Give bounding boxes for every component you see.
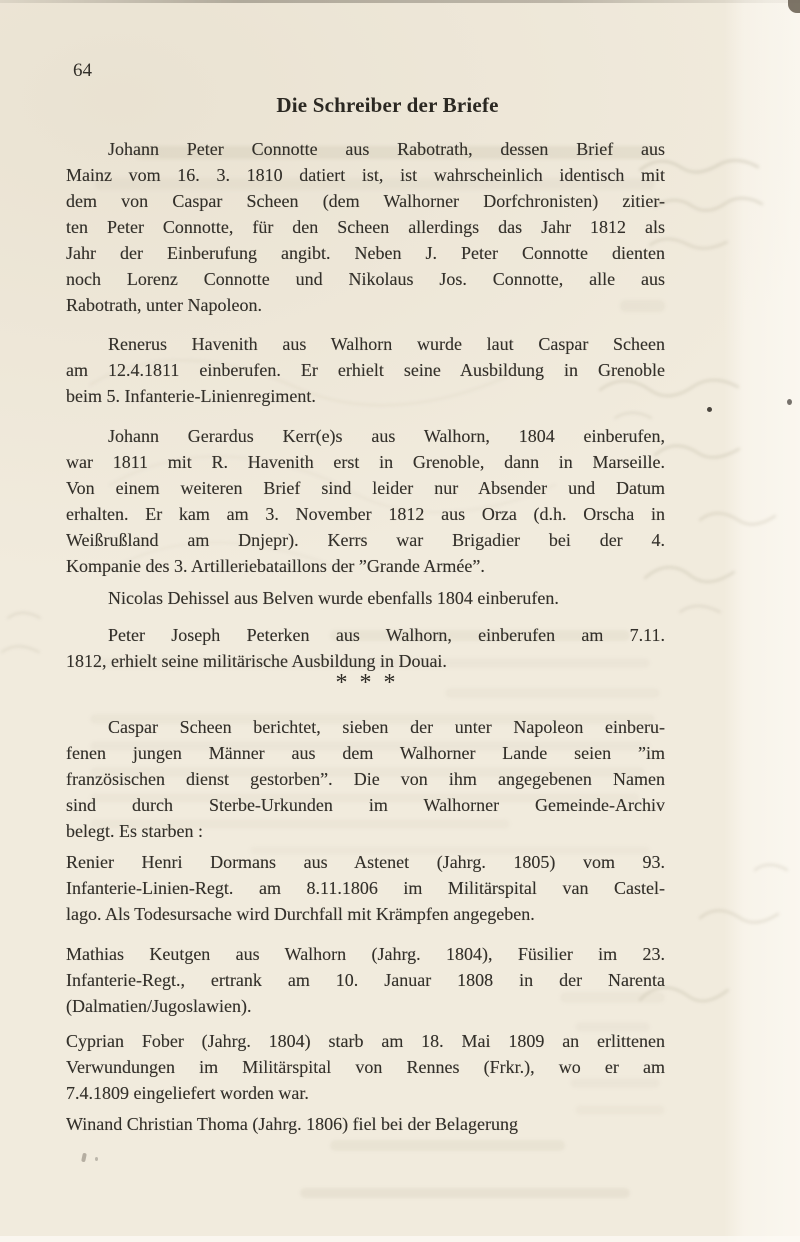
scan-speck: [95, 1157, 98, 1161]
text-line: Rabotrath, unter Napoleon.: [66, 295, 262, 315]
text-line: ten Peter Connotte, für den Scheen allerdings das Jahr 1812 als: [66, 217, 665, 237]
paragraph-nicolas-dehissel: [66, 585, 665, 611]
scan-speck: [81, 1153, 87, 1163]
text-line: dem von Caspar Scheen (dem Walhorner Dorfchronisten) zitier-: [66, 191, 665, 211]
text-line: Infanterie-Regt., ertrank am 10. Januar 1808 in der Narenta: [66, 970, 665, 990]
text-line: Cyprian Fober (Jahrg. 1804) starb am 18. Mai 1809 an erlittenen: [66, 1031, 665, 1051]
text-line: lago. Als Todesursache wird Durchfall mit Krämpfen angegeben.: [66, 904, 535, 924]
text-line: Mathias Keutgen aus Walhorn (Jahrg. 1804), Füsilier im 23.: [66, 944, 665, 964]
page-number: 64: [73, 60, 92, 81]
scan-edge-bottom: [0, 1236, 800, 1242]
text-line: Infanterie-Linien-Regt. am 8.11.1806 im Militärspital van Castel-: [66, 878, 665, 898]
text-line: beim 5. Infanterie-Linienregiment.: [66, 386, 316, 406]
page-title: Die Schreiber der Briefe: [276, 93, 499, 117]
scan-speck: [707, 407, 712, 412]
paragraph-caspar-scheen-bericht: [66, 714, 665, 844]
paragraph-peter-joseph-peterken: [66, 622, 665, 674]
text-line: Verwundungen im Militärspital von Rennes (Frkr.), wo er am: [66, 1057, 665, 1077]
scan-speck: [787, 399, 792, 405]
text-line: Renier Henri Dormans aus Astenet (Jahrg. 1805) vom 93.: [66, 852, 665, 872]
text-line: Peter Joseph Peterken aus Walhorn, einberufen am 7.11.: [108, 625, 665, 645]
paragraph-renerus-havenith: [66, 331, 665, 409]
text-line: (Dalmatien/Jugoslawien).: [66, 996, 252, 1016]
paragraph-johann-peter-connotte: [66, 136, 665, 318]
text-line: Mainz vom 16. 3. 1810 datiert ist, ist wahrscheinlich identisch mit: [66, 165, 665, 185]
text-line: Johann Gerardus Kerr(e)s aus Walhorn, 1804 einberufen,: [108, 426, 665, 446]
text-line: Nicolas Dehissel aus Belven wurde ebenfalls 1804 einberufen.: [108, 588, 559, 608]
paragraph-renier-henri-dormans: [66, 849, 665, 927]
text-line: Caspar Scheen berichtet, sieben der unter Napoleon einberu-: [108, 717, 665, 737]
text-line: Kompanie des 3. Artilleriebataillons der ”Grande Armée”.: [66, 556, 485, 576]
text-line: französischen dienst gestorben”. Die von ihm angegebenen Namen: [66, 769, 665, 789]
text-line: 1812, erhielt seine militärische Ausbildung in Douai.: [66, 651, 447, 671]
text-line: belegt. Es starben :: [66, 821, 203, 841]
text-line: 7.4.1809 eingeliefert worden war.: [66, 1083, 309, 1103]
section-separator: * * *: [335, 670, 396, 696]
text-line: am 12.4.1811 einberufen. Er erhielt seine Ausbildung in Grenoble: [66, 360, 665, 380]
paragraph-winand-christian-thoma: [66, 1111, 665, 1137]
text-line: Von einem weiteren Brief sind leider nur Absender und Datum: [66, 478, 665, 498]
text-line: Weißrußland am Dnjepr). Kerrs war Brigadier bei der 4.: [66, 530, 665, 550]
text-line: war 1811 mit R. Havenith erst in Grenoble, dann in Marseille.: [66, 452, 665, 472]
text-line: Johann Peter Connotte aus Rabotrath, dessen Brief aus: [108, 139, 665, 159]
text-line: Winand Christian Thoma (Jahrg. 1806) fiel bei der Belagerung: [66, 1114, 518, 1134]
text-line: Jahr der Einberufung angibt. Neben J. Peter Connotte dienten: [66, 243, 665, 263]
text-line: noch Lorenz Connotte und Nikolaus Jos. Connotte, alle aus: [66, 269, 665, 289]
text-line: fenen jungen Männer aus dem Walhorner Lande seien ”im: [66, 743, 665, 763]
text-line: Renerus Havenith aus Walhorn wurde laut Caspar Scheen: [108, 334, 665, 354]
paragraph-mathias-keutgen: [66, 941, 665, 1019]
paragraph-cyprian-fober: [66, 1028, 665, 1106]
scan-edge-top: [0, 0, 800, 3]
text-line: sind durch Sterbe-Urkunden im Walhorner Gemeinde-Archiv: [66, 795, 665, 815]
text-line: erhalten. Er kam am 3. November 1812 aus Orza (d.h. Orscha in: [66, 504, 665, 524]
paragraph-johann-gerardus-kerres: [66, 423, 665, 579]
scan-artifact-corner: [788, 0, 800, 13]
